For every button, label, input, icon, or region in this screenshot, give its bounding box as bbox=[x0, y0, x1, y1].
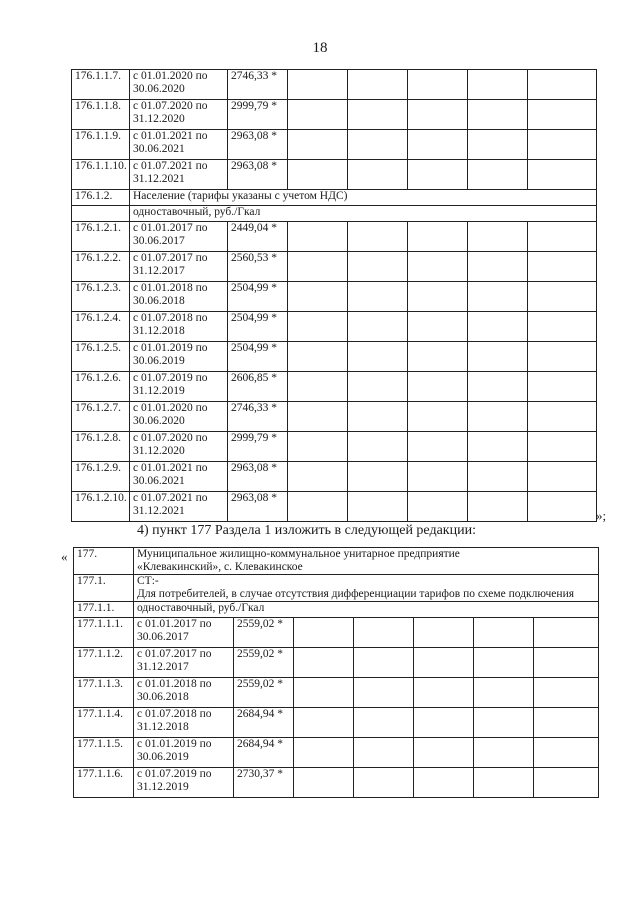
period-start: с 01.07.2020 по bbox=[133, 100, 208, 112]
empty-cell bbox=[468, 222, 528, 252]
empty-cell bbox=[528, 432, 597, 462]
period-cell bbox=[130, 342, 228, 372]
table-row bbox=[72, 462, 597, 492]
table-row bbox=[72, 70, 597, 100]
period-end: 30.06.2021 bbox=[133, 142, 185, 155]
empty-cell bbox=[468, 70, 528, 100]
empty-cell bbox=[408, 492, 468, 522]
row-code: 176.1.2.5. bbox=[72, 342, 130, 372]
empty-cell bbox=[528, 402, 597, 432]
row-code: 176.1.2.7. bbox=[72, 402, 130, 432]
period-end: 30.06.2017 bbox=[137, 630, 189, 643]
empty-cell bbox=[408, 222, 468, 252]
period-start: с 01.01.2017 по bbox=[133, 222, 208, 234]
row-code: 176.1.2.1. bbox=[72, 222, 130, 252]
empty-cell bbox=[348, 70, 408, 100]
empty-cell bbox=[468, 432, 528, 462]
period-start: с 01.07.2021 по bbox=[133, 160, 208, 172]
empty-cell bbox=[534, 738, 599, 768]
tariff-value: 2504,99 * bbox=[228, 312, 288, 342]
period-cell bbox=[134, 708, 234, 738]
period-start: с 01.01.2021 по bbox=[133, 462, 208, 474]
period-start: с 01.01.2018 по bbox=[137, 678, 212, 690]
empty-cell bbox=[288, 130, 348, 160]
empty-cell bbox=[348, 282, 408, 312]
empty-cell bbox=[528, 312, 597, 342]
empty-cell bbox=[348, 432, 408, 462]
empty-cell bbox=[348, 342, 408, 372]
row-code: 177.1.1.6. bbox=[74, 768, 134, 798]
period-cell bbox=[130, 462, 228, 492]
tariff-value: 2504,99 * bbox=[228, 282, 288, 312]
empty-cell bbox=[348, 100, 408, 130]
tariff-value: 2684,94 * bbox=[234, 738, 294, 768]
empty-cell bbox=[288, 402, 348, 432]
period-end: 31.12.2018 bbox=[133, 324, 185, 337]
tariff-value: 2559,02 * bbox=[234, 648, 294, 678]
row-code: 176.1.2.3. bbox=[72, 282, 130, 312]
empty-cell bbox=[348, 252, 408, 282]
empty-cell bbox=[468, 252, 528, 282]
empty-cell bbox=[288, 100, 348, 130]
empty-cell bbox=[294, 738, 354, 768]
row-code: 176.1.2.2. bbox=[72, 252, 130, 282]
period-end: 30.06.2017 bbox=[133, 234, 185, 247]
empty-cell bbox=[468, 342, 528, 372]
empty-cell bbox=[348, 130, 408, 160]
table-row bbox=[72, 492, 597, 522]
row-code: 176.1.2.6. bbox=[72, 372, 130, 402]
table-row bbox=[72, 282, 597, 312]
opening-quote: « bbox=[61, 549, 68, 564]
organization-cell bbox=[134, 575, 599, 602]
empty-cell bbox=[474, 768, 534, 798]
empty-cell bbox=[408, 312, 468, 342]
empty-cell bbox=[528, 252, 597, 282]
empty-cell bbox=[474, 738, 534, 768]
empty-cell bbox=[528, 222, 597, 252]
period-end: 31.12.2021 bbox=[133, 504, 185, 517]
empty-cell bbox=[348, 222, 408, 252]
period-cell bbox=[130, 402, 228, 432]
row-code: 177.1.1.1. bbox=[74, 618, 134, 648]
period-start: с 01.07.2019 по bbox=[137, 768, 212, 780]
empty-cell bbox=[288, 252, 348, 282]
tariff-value: 2963,08 * bbox=[228, 160, 288, 190]
period-cell bbox=[130, 492, 228, 522]
row-code: 177.1.1.4. bbox=[74, 708, 134, 738]
empty-cell bbox=[468, 372, 528, 402]
table-row bbox=[74, 648, 599, 678]
period-start: с 01.01.2020 по bbox=[133, 70, 208, 82]
empty-cell bbox=[414, 708, 474, 738]
tariff-value: 2999,79 * bbox=[228, 100, 288, 130]
table-row bbox=[74, 548, 599, 575]
empty-cell bbox=[354, 678, 414, 708]
row-code: 176.1.2.9. bbox=[72, 462, 130, 492]
period-cell bbox=[130, 432, 228, 462]
period-end: 31.12.2018 bbox=[137, 720, 189, 733]
page-number: 18 bbox=[312, 40, 328, 56]
empty-cell bbox=[528, 130, 597, 160]
empty-cell bbox=[468, 130, 528, 160]
table-row bbox=[74, 618, 599, 648]
empty-cell bbox=[528, 492, 597, 522]
empty-cell bbox=[414, 618, 474, 648]
tariff-value: 2449,04 * bbox=[228, 222, 288, 252]
period-end: 31.12.2021 bbox=[133, 172, 185, 185]
empty-cell bbox=[354, 768, 414, 798]
empty-cell bbox=[468, 462, 528, 492]
row-code: 176.1.2. bbox=[72, 190, 130, 206]
empty-cell bbox=[408, 70, 468, 100]
empty-cell bbox=[294, 618, 354, 648]
period-start: с 01.01.2021 по bbox=[133, 130, 208, 142]
empty-cell bbox=[528, 372, 597, 402]
empty-cell bbox=[294, 648, 354, 678]
empty-cell bbox=[288, 282, 348, 312]
period-start: с 01.07.2020 по bbox=[133, 432, 208, 444]
period-cell bbox=[134, 648, 234, 678]
empty-cell bbox=[534, 618, 599, 648]
empty-cell bbox=[354, 618, 414, 648]
empty-cell bbox=[534, 708, 599, 738]
period-cell bbox=[130, 282, 228, 312]
empty-cell bbox=[408, 402, 468, 432]
period-start: с 01.07.2018 по bbox=[133, 312, 208, 324]
table-row bbox=[72, 190, 597, 206]
empty-cell bbox=[348, 312, 408, 342]
section-label: одноставочный, руб./Гкал bbox=[130, 206, 597, 222]
tariff-value: 2963,08 * bbox=[228, 130, 288, 160]
period-cell bbox=[134, 738, 234, 768]
empty-cell bbox=[288, 372, 348, 402]
period-end: 30.06.2019 bbox=[133, 354, 185, 367]
tariff-value: 2504,99 * bbox=[228, 342, 288, 372]
period-cell bbox=[134, 678, 234, 708]
empty-cell bbox=[288, 312, 348, 342]
period-end: 30.06.2019 bbox=[137, 750, 189, 763]
empty-cell bbox=[354, 708, 414, 738]
table-row bbox=[74, 738, 599, 768]
empty-cell bbox=[348, 462, 408, 492]
empty-cell bbox=[408, 372, 468, 402]
tariff-value: 2559,02 * bbox=[234, 618, 294, 648]
empty-cell bbox=[294, 708, 354, 738]
tariff-value: 2684,94 * bbox=[234, 708, 294, 738]
empty-cell bbox=[528, 282, 597, 312]
period-end: 30.06.2020 bbox=[133, 82, 185, 95]
empty-cell bbox=[468, 312, 528, 342]
empty-cell bbox=[408, 432, 468, 462]
row-code: 176.1.2.10. bbox=[72, 492, 130, 522]
empty-cell bbox=[468, 100, 528, 130]
table-row bbox=[74, 708, 599, 738]
empty-cell bbox=[354, 648, 414, 678]
period-start: с 01.07.2018 по bbox=[137, 708, 212, 720]
empty-cell bbox=[414, 648, 474, 678]
row-code: 176.1.2.4. bbox=[72, 312, 130, 342]
empty-cell bbox=[294, 768, 354, 798]
empty-cell bbox=[468, 160, 528, 190]
row-code: 177.1. bbox=[74, 575, 134, 602]
table-row bbox=[74, 768, 599, 798]
empty-cell bbox=[474, 618, 534, 648]
tariff-value: 2730,37 * bbox=[234, 768, 294, 798]
org-line-1: СТ:- bbox=[137, 575, 159, 587]
tariff-value: 2999,79 * bbox=[228, 432, 288, 462]
empty-cell bbox=[408, 252, 468, 282]
tariff-value: 2560,53 * bbox=[228, 252, 288, 282]
table-row bbox=[72, 206, 597, 222]
period-end: 31.12.2017 bbox=[133, 264, 185, 277]
table-row bbox=[72, 160, 597, 190]
empty-cell bbox=[528, 462, 597, 492]
tariff-value: 2746,33 * bbox=[228, 70, 288, 100]
period-start: с 01.01.2018 по bbox=[133, 282, 208, 294]
empty-cell bbox=[408, 342, 468, 372]
row-code: 177.1.1.5. bbox=[74, 738, 134, 768]
empty-cell bbox=[474, 678, 534, 708]
empty-cell bbox=[348, 402, 408, 432]
table-row bbox=[72, 432, 597, 462]
empty-cell bbox=[408, 282, 468, 312]
org-line-2: «Клевакинский», с. Клевакинское bbox=[137, 560, 303, 573]
table-row bbox=[74, 678, 599, 708]
table-row bbox=[72, 402, 597, 432]
table-row bbox=[72, 130, 597, 160]
table-row bbox=[74, 602, 599, 618]
empty-cell bbox=[348, 372, 408, 402]
row-code: 176.1.1.7. bbox=[72, 70, 130, 100]
period-start: с 01.07.2017 по bbox=[137, 648, 212, 660]
empty-cell bbox=[288, 492, 348, 522]
period-start: с 01.01.2017 по bbox=[137, 618, 212, 630]
tariff-table-177 bbox=[73, 547, 599, 798]
table-row bbox=[74, 575, 599, 602]
tariff-value: 2559,02 * bbox=[234, 678, 294, 708]
empty-cell bbox=[288, 342, 348, 372]
empty-cell bbox=[354, 738, 414, 768]
period-end: 31.12.2019 bbox=[137, 780, 189, 793]
period-cell bbox=[130, 312, 228, 342]
period-end: 30.06.2020 bbox=[133, 414, 185, 427]
row-code: 176.1.1.10. bbox=[72, 160, 130, 190]
period-cell bbox=[130, 100, 228, 130]
section-label: Население (тарифы указаны с учетом НДС) bbox=[130, 190, 597, 206]
period-end: 31.12.2020 bbox=[133, 444, 185, 457]
empty-cell bbox=[414, 678, 474, 708]
period-cell bbox=[130, 252, 228, 282]
period-cell bbox=[134, 618, 234, 648]
period-end: 31.12.2020 bbox=[133, 112, 185, 125]
period-start: с 01.01.2019 по bbox=[133, 342, 208, 354]
table-row bbox=[72, 312, 597, 342]
tariff-value: 2606,85 * bbox=[228, 372, 288, 402]
closing-quote: »; bbox=[596, 508, 607, 523]
empty-cell bbox=[288, 222, 348, 252]
period-cell bbox=[130, 130, 228, 160]
row-code: 176.1.1.9. bbox=[72, 130, 130, 160]
organization-cell bbox=[134, 548, 599, 575]
empty-cell bbox=[408, 462, 468, 492]
empty-cell bbox=[534, 678, 599, 708]
table-row bbox=[72, 342, 597, 372]
row-code: 177.1.1. bbox=[74, 602, 134, 618]
period-end: 30.06.2021 bbox=[133, 474, 185, 487]
period-cell bbox=[130, 160, 228, 190]
period-end: 30.06.2018 bbox=[137, 690, 189, 703]
empty-cell bbox=[528, 100, 597, 130]
section-label: одноставочный, руб./Гкал bbox=[134, 602, 599, 618]
row-code: 177. bbox=[74, 548, 134, 575]
empty-cell bbox=[468, 492, 528, 522]
empty-cell bbox=[294, 678, 354, 708]
period-cell bbox=[130, 70, 228, 100]
empty-cell bbox=[414, 768, 474, 798]
empty-cell bbox=[528, 160, 597, 190]
period-end: 31.12.2017 bbox=[137, 660, 189, 673]
table-row bbox=[72, 100, 597, 130]
tariff-value: 2963,08 * bbox=[228, 492, 288, 522]
period-start: с 01.07.2021 по bbox=[133, 492, 208, 504]
empty-cell bbox=[528, 70, 597, 100]
row-code: 176.1.1.8. bbox=[72, 100, 130, 130]
period-cell bbox=[130, 372, 228, 402]
period-end: 30.06.2018 bbox=[133, 294, 185, 307]
row-code: 177.1.1.2. bbox=[74, 648, 134, 678]
empty-cell bbox=[288, 432, 348, 462]
period-start: с 01.07.2019 по bbox=[133, 372, 208, 384]
empty-cell bbox=[348, 492, 408, 522]
period-start: с 01.01.2019 по bbox=[137, 738, 212, 750]
empty-cell bbox=[408, 160, 468, 190]
period-end: 31.12.2019 bbox=[133, 384, 185, 397]
empty-cell bbox=[468, 402, 528, 432]
empty-cell bbox=[414, 738, 474, 768]
empty-cell bbox=[528, 342, 597, 372]
period-cell bbox=[130, 222, 228, 252]
empty-cell bbox=[288, 462, 348, 492]
empty-cell bbox=[288, 160, 348, 190]
table-row bbox=[72, 222, 597, 252]
table-row bbox=[72, 372, 597, 402]
row-code: 176.1.2.8. bbox=[72, 432, 130, 462]
row-code: 177.1.1.3. bbox=[74, 678, 134, 708]
empty-cell bbox=[288, 70, 348, 100]
amendment-paragraph: 4) пункт 177 Раздела 1 изложить в следующей редакции: bbox=[137, 523, 476, 538]
tariff-table-176 bbox=[71, 69, 597, 522]
empty-cell bbox=[408, 100, 468, 130]
empty-cell bbox=[468, 282, 528, 312]
tariff-value: 2746,33 * bbox=[228, 402, 288, 432]
empty-cell bbox=[348, 160, 408, 190]
empty-cell bbox=[474, 708, 534, 738]
period-start: с 01.07.2017 по bbox=[133, 252, 208, 264]
empty-cell bbox=[534, 768, 599, 798]
tariff-value: 2963,08 * bbox=[228, 462, 288, 492]
empty-cell bbox=[474, 648, 534, 678]
empty-cell bbox=[534, 648, 599, 678]
empty-cell bbox=[408, 130, 468, 160]
period-start: с 01.01.2020 по bbox=[133, 402, 208, 414]
row-code bbox=[72, 206, 130, 222]
org-line-1: Муниципальное жилищно-коммунальное унитарное предприятие bbox=[137, 548, 460, 560]
period-cell bbox=[134, 768, 234, 798]
org-line-2: Для потребителей, в случае отсутствия дифференциации тарифов по схеме подключения bbox=[137, 587, 575, 600]
table-row bbox=[72, 252, 597, 282]
